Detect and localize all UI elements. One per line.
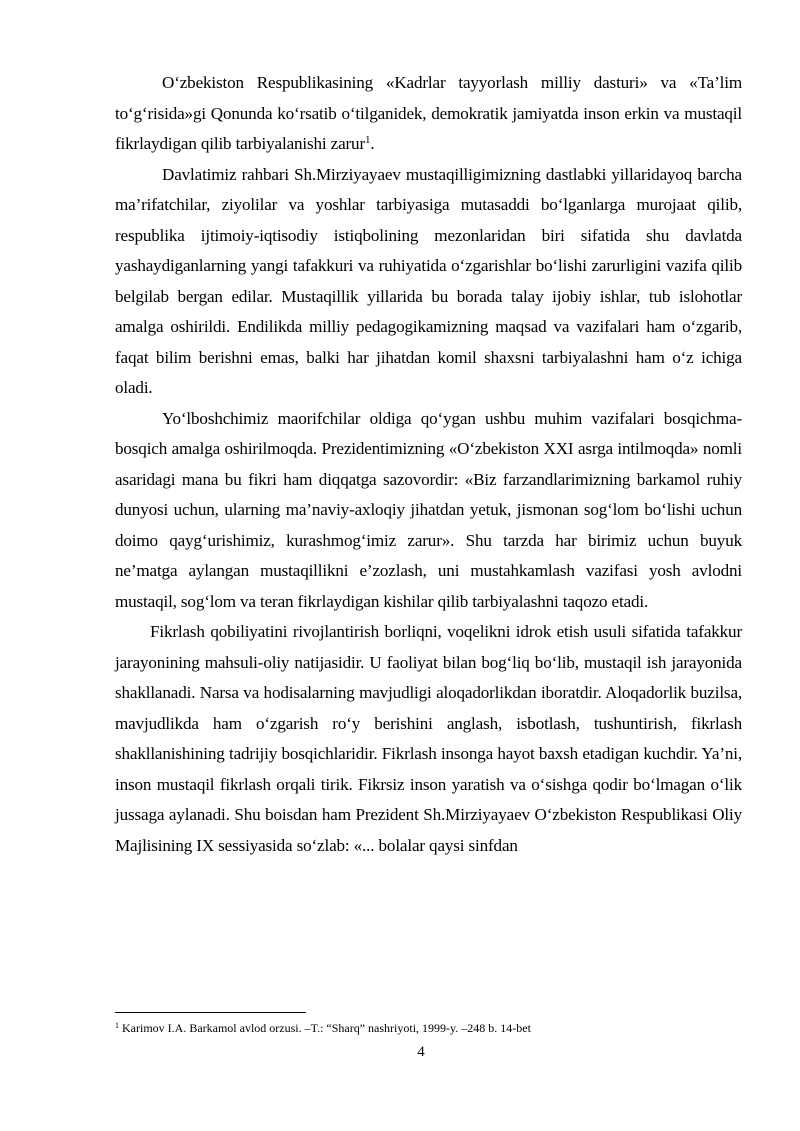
paragraph-1 xyxy=(115,68,742,160)
footnote-separator xyxy=(115,1012,306,1013)
footnote xyxy=(115,1021,755,1035)
paragraph-1-text: O‘zbekiston Respublikasining «Kadrlar tayyorlash milliy dasturi» va «Ta’lim to‘g‘risida»gi Qonunda ko‘rsatib o‘tilganidek, demokratik jamiyatda inson erkin va mustaqil fikrlaydigan qilib tarbiyalanishi zarur xyxy=(115,73,742,153)
body-text xyxy=(115,68,742,861)
footnote-reference: 1 xyxy=(365,134,371,146)
paragraph-3: Yo‘lboshchimiz maorifchilar oldiga qo‘ygan ushbu muhim vazifalari bosqichma-bosqich amalga oshirilmoqda. Prezidentimizning «O‘zbekiston XXI asrga intilmoqda» nomli asaridagi mana bu fikri ham diqqatga sazovordir: «Biz farzandlarimizning barkamol ruhiy dunyosi uchun, ularning ma’naviy-axloqiy jihatdan yetuk, jismonan sog‘lom bo‘lishi uchun doimo qayg‘urishimiz, kurashmog‘imiz zarur». Shu tarzda har birimiz uchun buyuk ne’matga aylangan mustaqillikni e’zozlash, uni mustahkamlash vazifasi yosh avlodni mustaqil, sog‘lom va teran fikrlaydigan kishilar qilib tarbiyalashni taqozo etadi. xyxy=(115,408,742,611)
paragraph-2: Davlatimiz rahbari Sh.Mirziyayaev mustaqilligimizning dastlabki yillaridayoq barcha ma’rifatchilar, ziyolilar va yoshlar tarbiyasiga mutasaddi bo‘lganlarga murojaat qilib, respublika ijtimoiy-iqtisodiy istiqbolining mezonlaridan biri sifatida shu davlatda yashaydiganlarning yangi tafakkuri va ruhiyatida o‘zgarishlar bo‘lishi zarurligini vazifa qilib belgilab bergan edilar. Mustaqillik yillarida bu borada talay ijobiy ishlar, tub islohotlar amalga oshirildi. Endilikda milliy pedagogikamizning maqsad va vazifalari ham o‘zgarib, faqat bilim berishni emas, balki har jihatdan komil shaxsni tarbiyalashni ham o‘z ichiga oladi. xyxy=(115,164,742,397)
footnote-text: Karimov I.A. Barkamol avlod orzusi. –T.: “Sharq” nashriyoti, 1999-y. –248 b. 14-bet xyxy=(122,1021,531,1035)
footnote-marker: 1 xyxy=(115,1021,119,1030)
paragraph-1-end: . xyxy=(370,134,375,153)
page-number: 4 xyxy=(417,1044,425,1060)
paragraph-4: Fikrlash qobiliyatini rivojlantirish borliqni, voqelikni idrok etish usuli sifatida tafakkur jarayonining mahsuli-oliy natijasidir. U faoliyat bilan bog‘liq bo‘lib, mustaqil ish jarayonida shakllanadi. Narsa va hodisalarning mavjudligi aloqadorlikdan iboratdir. Aloqadorlik buzilsa, mavjudlikda ham o‘zgarish ro‘y berishini anglash, isbotlash, tushuntirish, fikrlash shakllanishining tadrijiy bosqichlaridir. Fikrlash insonga hayot baxsh etadigan kuchdir. Ya’ni, inson mustaqil fikrlash orqali tirik. Fikrsiz inson yaratish va o‘sishga qodir bo‘lmagan o‘lik jussaga aylanadi. Shu boisdan ham Prezident Sh.Mirziyayaev O‘zbekiston Respublikasi Oliy Majlisining IX sessiyasida so‘zlab: «... bolalar qaysi sinfdan xyxy=(115,622,742,855)
